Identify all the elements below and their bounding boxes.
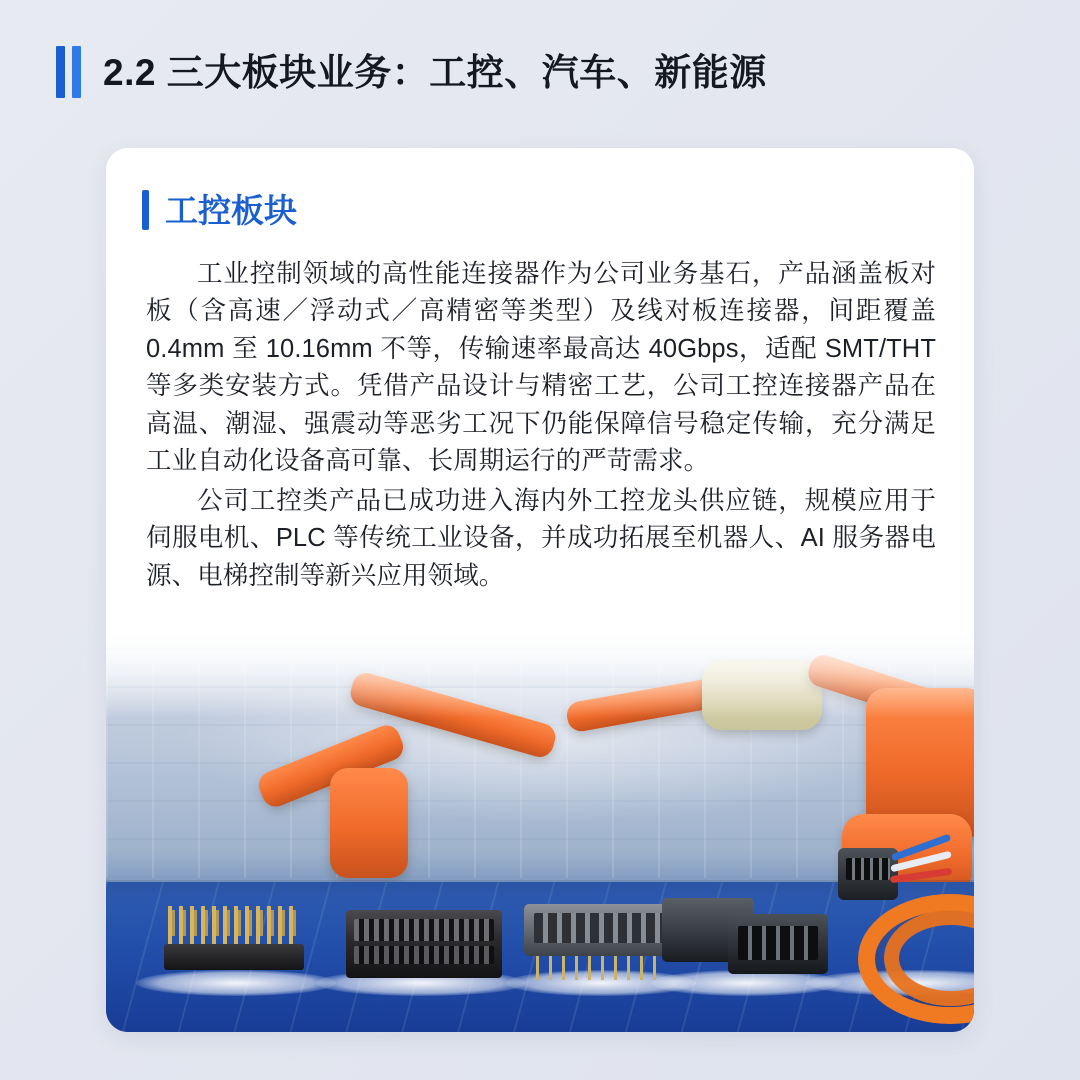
content-card: [106, 148, 974, 1032]
robot-gripper-panel: [702, 660, 822, 730]
pin-header-connector: [164, 906, 304, 970]
power-housing-connector: [662, 898, 830, 976]
product-photo: [106, 628, 974, 1032]
orange-cable-assembly: [832, 848, 974, 998]
robot-arm-left-base: [330, 768, 408, 878]
product-pedestal-1: [136, 970, 336, 996]
section-accent-bar: [142, 190, 149, 230]
body-paragraph-1: 工业控制领域的高性能连接器作为公司业务基石，产品涵盖板对板（含高速／浮动式／高精密等类型）及线对板连接器，间距覆盖 0.4mm 至 10.16mm 不等，传输速率最高达 40Gbps，适配 SMT/THT 等多类安装方式。凭借产品设计与精密工艺，公司工控连接器产品在高温、潮湿、强震动等恶劣工况下仍能保障信号稳定传输，充分满足工业自动化设备高可靠、长周期运行的严苛需求。: [146, 260, 936, 476]
female-connector-contacts-row-1: [354, 919, 494, 941]
cable-lead-wires: [890, 842, 960, 892]
section-header: [106, 148, 974, 230]
body-paragraph-2: 公司工控类产品已成功进入海内外工控龙头供应链，规模应用于伺服电机、PLC 等传统工业设备，并成功拓展至机器人、AI 服务器电源、电梯控制等新兴应用领域。: [146, 486, 936, 590]
section-title: 工控板块: [165, 191, 297, 229]
header-accent-bar-1: [56, 46, 65, 98]
cable-connector-plug-face: [846, 858, 890, 880]
female-connector-contacts-row-2: [354, 946, 494, 964]
page-header: [0, 0, 1080, 98]
power-housing-ports: [738, 926, 818, 960]
wire-to-board-pins: [536, 954, 664, 980]
wire-to-board-connector: [524, 904, 674, 980]
board-to-board-female-connector: [346, 910, 502, 978]
section-body: [106, 230, 974, 595]
wire-to-board-cavities: [534, 913, 664, 943]
header-accent-bars: [56, 46, 81, 98]
page-title: 2.2 三大板块业务：工控、汽车、新能源: [103, 51, 767, 93]
pin-header-base: [164, 944, 304, 970]
header-accent-bar-2: [72, 46, 81, 98]
pin-header-pins-back-row: [172, 910, 296, 936]
